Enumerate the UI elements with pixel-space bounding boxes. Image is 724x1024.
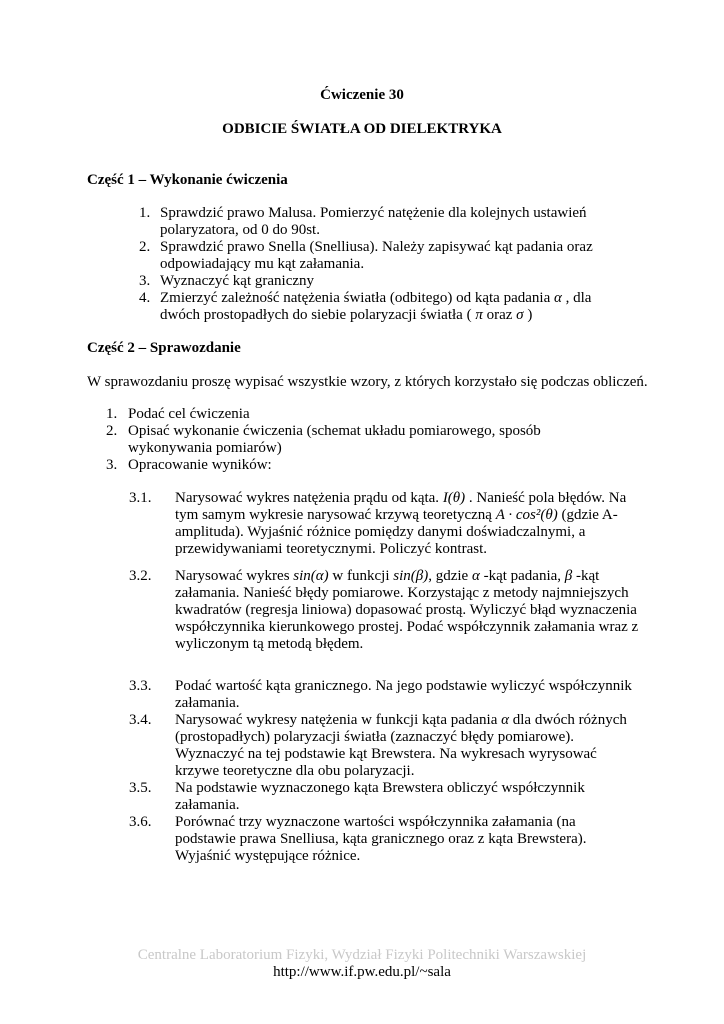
sigma-symbol: σ (516, 307, 524, 323)
results-sublist (129, 490, 639, 865)
item-number: 2. (106, 423, 118, 439)
text-fragment: Narysować wykres natężenia prądu od kąta. (175, 490, 443, 506)
text-fragment: Narysować wykresy natężenia w funkcji kąta padania (175, 712, 502, 728)
sublist-item (129, 814, 639, 865)
item-number: 3.6. (129, 814, 152, 830)
item-number: 2. (139, 239, 151, 255)
item-number: 3. (106, 457, 118, 473)
alpha-symbol: α (501, 712, 509, 728)
list-item (106, 457, 626, 474)
list-item (139, 239, 609, 273)
list-item (139, 290, 609, 324)
text-fragment: (gdzie A-amplituda). Wyjaśnić różnice pomiędzy danymi doświadczalnymi, a przewidywaniami teoretycznymi. Policzyć kontrast. (175, 507, 618, 557)
item-text: Wyznaczyć kąt graniczny (160, 273, 315, 289)
item-text: Opracowanie wyników: (128, 457, 272, 473)
alpha-symbol: α (471, 568, 480, 584)
text-fragment: ) (523, 307, 533, 323)
list-item (106, 423, 626, 457)
part1-list (139, 205, 609, 324)
sublist-item (129, 712, 639, 780)
text-fragment: Zmierzyć zależność natężenia światła (odbitego) od kąta padania (160, 290, 554, 306)
part2-intro: W sprawozdaniu proszę wypisać wszystkie wzory, z których korzystało się podczas obliczeń. (87, 374, 648, 390)
item-text: Sprawdzić prawo Malusa. Pomierzyć natężenie dla kolejnych ustawień polaryzatora, od 0 do 90st. (160, 205, 587, 238)
beta-symbol: β (564, 568, 573, 584)
text-fragment: , gdzie (428, 568, 472, 584)
sublist-item (129, 780, 639, 814)
sublist-item (129, 568, 639, 678)
sin-alpha-formula: sin(α) (293, 568, 329, 584)
item-text (175, 568, 639, 653)
item-text: Opisać wykonanie ćwiczenia (schemat układu pomiarowego, sposób wykonywania pomiarów) (128, 423, 541, 456)
text-fragment: -kąt załamania. Nanieść błędy pomiarowe. Korzystając z metody najmniejszych kwadratów (regresja liniowa) dopasować prostą. Wyliczyć błąd wyznaczenia współczynnika kierunkowego prostej. Podać współczynnik załamania wraz z wyliczonym tą metodą błędem. (175, 568, 639, 652)
item-number: 4. (139, 290, 151, 306)
footer-url[interactable]: http://www.if.pw.edu.pl/~sala (273, 964, 451, 980)
item-number: 3.1. (129, 490, 152, 506)
text-fragment: oraz (482, 307, 517, 323)
item-number: 3.3. (129, 678, 152, 694)
sublist-item (129, 490, 639, 568)
text-fragment: . Nanieść pola błędów. Na tym samym wykresie narysować krzywą teoretyczną (175, 490, 627, 523)
item-text: Na podstawie wyznaczonego kąta Brewstera obliczyć współczynnik załamania. (175, 780, 585, 813)
intensity-formula: I(θ) (442, 490, 466, 506)
item-text (160, 290, 609, 324)
item-number: 1. (139, 205, 151, 221)
alpha-symbol: α (553, 290, 562, 306)
text-fragment: Narysować wykres (175, 568, 294, 584)
footer-institution: Centralne Laboratorium Fizyki, Wydział Fizyki Politechniki Warszawskiej (137, 947, 587, 963)
item-text: Podać cel ćwiczenia (128, 406, 250, 422)
sublist-item (129, 678, 639, 712)
text-fragment: -kąt padania, (479, 568, 565, 584)
item-number: 1. (106, 406, 118, 422)
text-fragment: w funkcji (328, 568, 394, 584)
text-fragment: dla dwóch różnych (prostopadłych) polaryzacji światła (zaznaczyć błędy pomiarowe). Wyznaczyć na tej podstawie kąt Brewstera. Na wykresach wyrysować krzywe teoretyczne dla obu polaryzacji. (175, 712, 627, 779)
exercise-number: Ćwiczenie 30 (320, 87, 404, 103)
item-number: 3.4. (129, 712, 152, 728)
list-item (106, 406, 626, 423)
item-text: Sprawdzić prawo Snella (Snelliusa). Należy zapisywać kąt padania oraz odpowiadający mu kąt załamania. (160, 239, 593, 272)
document-title: ODBICIE ŚWIATŁA OD DIELEKTRYKA (222, 121, 502, 137)
part2-heading: Część 2 – Sprawozdanie (87, 340, 241, 356)
item-text (175, 712, 639, 780)
text-fragment: , dla dwóch prostopadłych do siebie polaryzacji światła ( (160, 290, 592, 323)
item-text: Porównać trzy wyznaczone wartości współczynnika załamania (na podstawie prawa Snelliusa, kąta granicznego oraz z kąta Brewstera). Wyjaśnić występujące różnice. (175, 814, 587, 864)
pi-symbol: π (475, 307, 483, 323)
list-item (139, 205, 609, 239)
cosine-formula: A · cos²(θ) (495, 507, 558, 523)
item-number: 3.5. (129, 780, 152, 796)
sin-beta-formula: sin(β) (393, 568, 429, 584)
part1-heading: Część 1 – Wykonanie ćwiczenia (87, 172, 288, 188)
list-item (139, 273, 609, 290)
item-number: 3.2. (129, 568, 152, 584)
item-text (175, 490, 639, 558)
item-text: Podać wartość kąta granicznego. Na jego podstawie wyliczyć współczynnik załamania. (175, 678, 632, 711)
item-number: 3. (139, 273, 151, 289)
part2-list (106, 406, 626, 474)
